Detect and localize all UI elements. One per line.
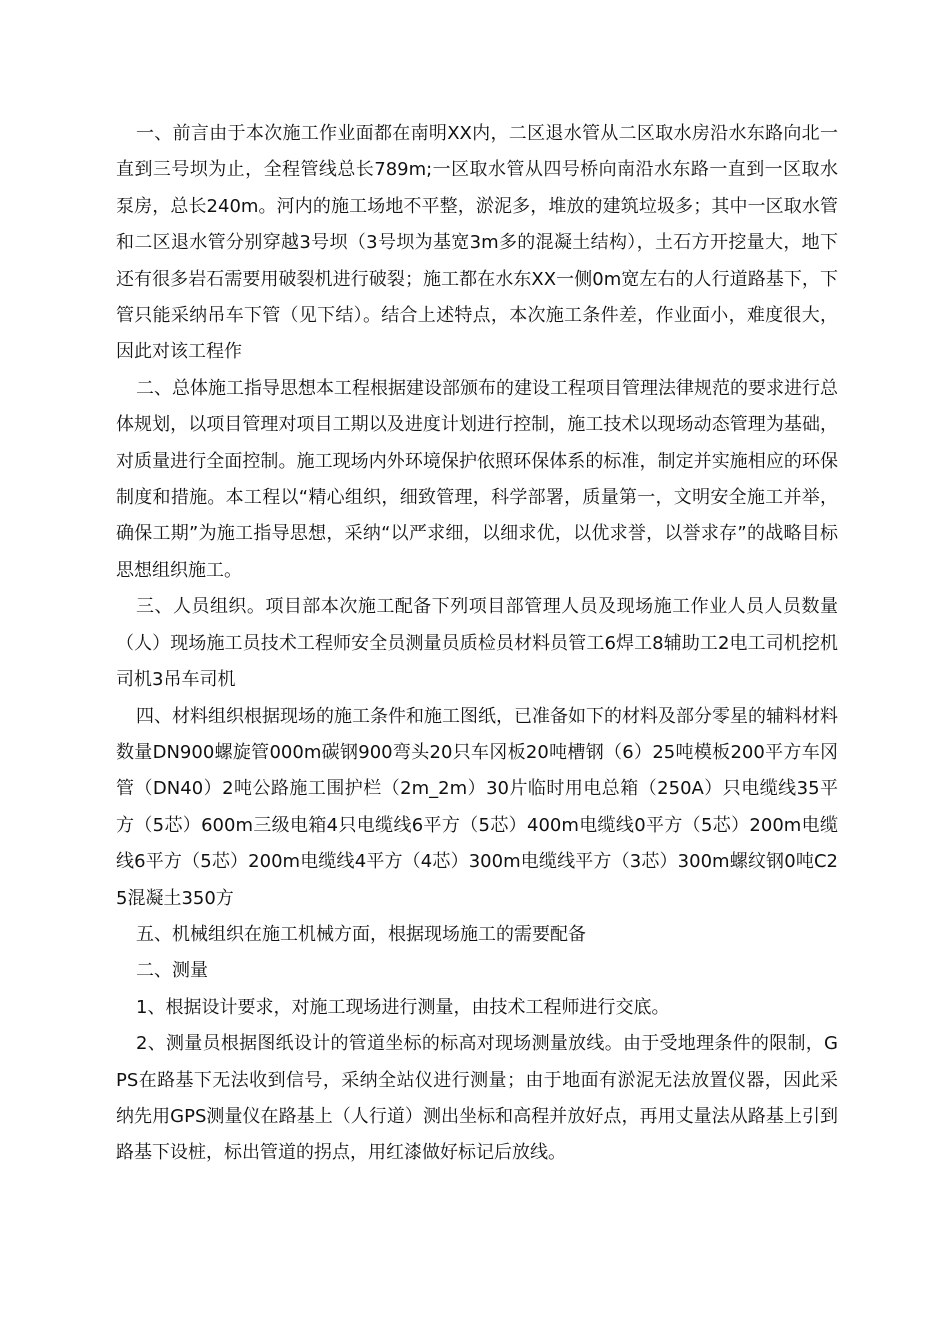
paragraph-survey-step-2: 2、测量员根据图纸设计的管道坐标的标高对现场测量放线。由于受地理条件的限制，GPS在路基下无法收到信号，采纳全站仪进行测量；由于地面有淤泥无法放置仪器，因此采纳先用GPS测量仪在路基上（人行道）测出坐标和高程并放好点，再用丈量法从路基上引到路基下设桩，标出管道的拐点，用红漆做好标记后放线。: [116, 1033, 838, 1164]
document-body: [116, 116, 838, 1172]
paragraph-materials: 四、材料组织根据现场的施工条件和施工图纸，已准备如下的材料及部分零星的辅料材料数量DN900螺旋管000m碳钢900弯头20只车冈板20吨槽钢（6）25吨模板200平方车冈管（DN40）2吨公路施工围护栏（2m_2m）30片临时用电总箱（250A）只电缆线35平方（5芯）600m三级电箱4只电缆线6平方（5芯）400m电缆线0平方（5芯）200m电缆线6平方（5芯）200m电缆线4平方（4芯）300m电缆线平方（3芯）300m螺纹钢0吨C25混凝土350方: [116, 705, 838, 909]
paragraph-preface: 一、前言由于本次施工作业面都在南明XX内，二区退水管从二区取水房沿水东路向北一直到三号坝为止，全程管线总长789m;一区取水管从四号桥向南沿水东路一直到一区取水泵房，总长240m。河内的施工场地不平整，淤泥多，堆放的建筑垃圾多；其中一区取水管和二区退水管分别穿越3号坝（3号坝为基宽3m多的混凝土结构），土石方开挖量大，地下还有很多岩石需要用破裂机进行破裂；施工都在水东XX一侧0m宽左右的人行道路基下，下管只能采纳吊车下管（见下结）。结合上述特点，本次施工条件差，作业面小，难度很大，因此对该工程作: [116, 123, 838, 363]
paragraph-survey-step-1: 1、根据设计要求，对施工现场进行测量，由技术工程师进行交底。: [136, 996, 670, 1018]
paragraph-guiding-principle: 二、总体施工指导思想本工程根据建设部颁布的建设工程项目管理法律规范的要求进行总体规划，以项目管理对项目工期以及进度计划进行控制，施工技术以现场动态管理为基础，对质量进行全面控制。施工现场内外环境保护依照环保体系的标准，制定并实施相应的环保制度和措施。本工程以“精心组织，细致管理，科学部署，质量第一，文明安全施工并举，确保工期”为施工指导思想，采纳“以严求细，以细求优，以优求誉，以誉求存”的战略目标思想组织施工。: [116, 377, 838, 581]
heading-survey: 二、测量: [136, 960, 208, 982]
paragraph-personnel: 三、人员组织。项目部本次施工配备下列项目部管理人员及现场施工作业人员人员数量（人）现场施工员技术工程师安全员测量员质检员材料员管工6焊工8辅助工2电工司机挖机司机3吊车司机: [116, 596, 838, 691]
paragraph-machinery: 五、机械组织在施工机械方面，根据现场施工的需要配备: [136, 923, 586, 945]
